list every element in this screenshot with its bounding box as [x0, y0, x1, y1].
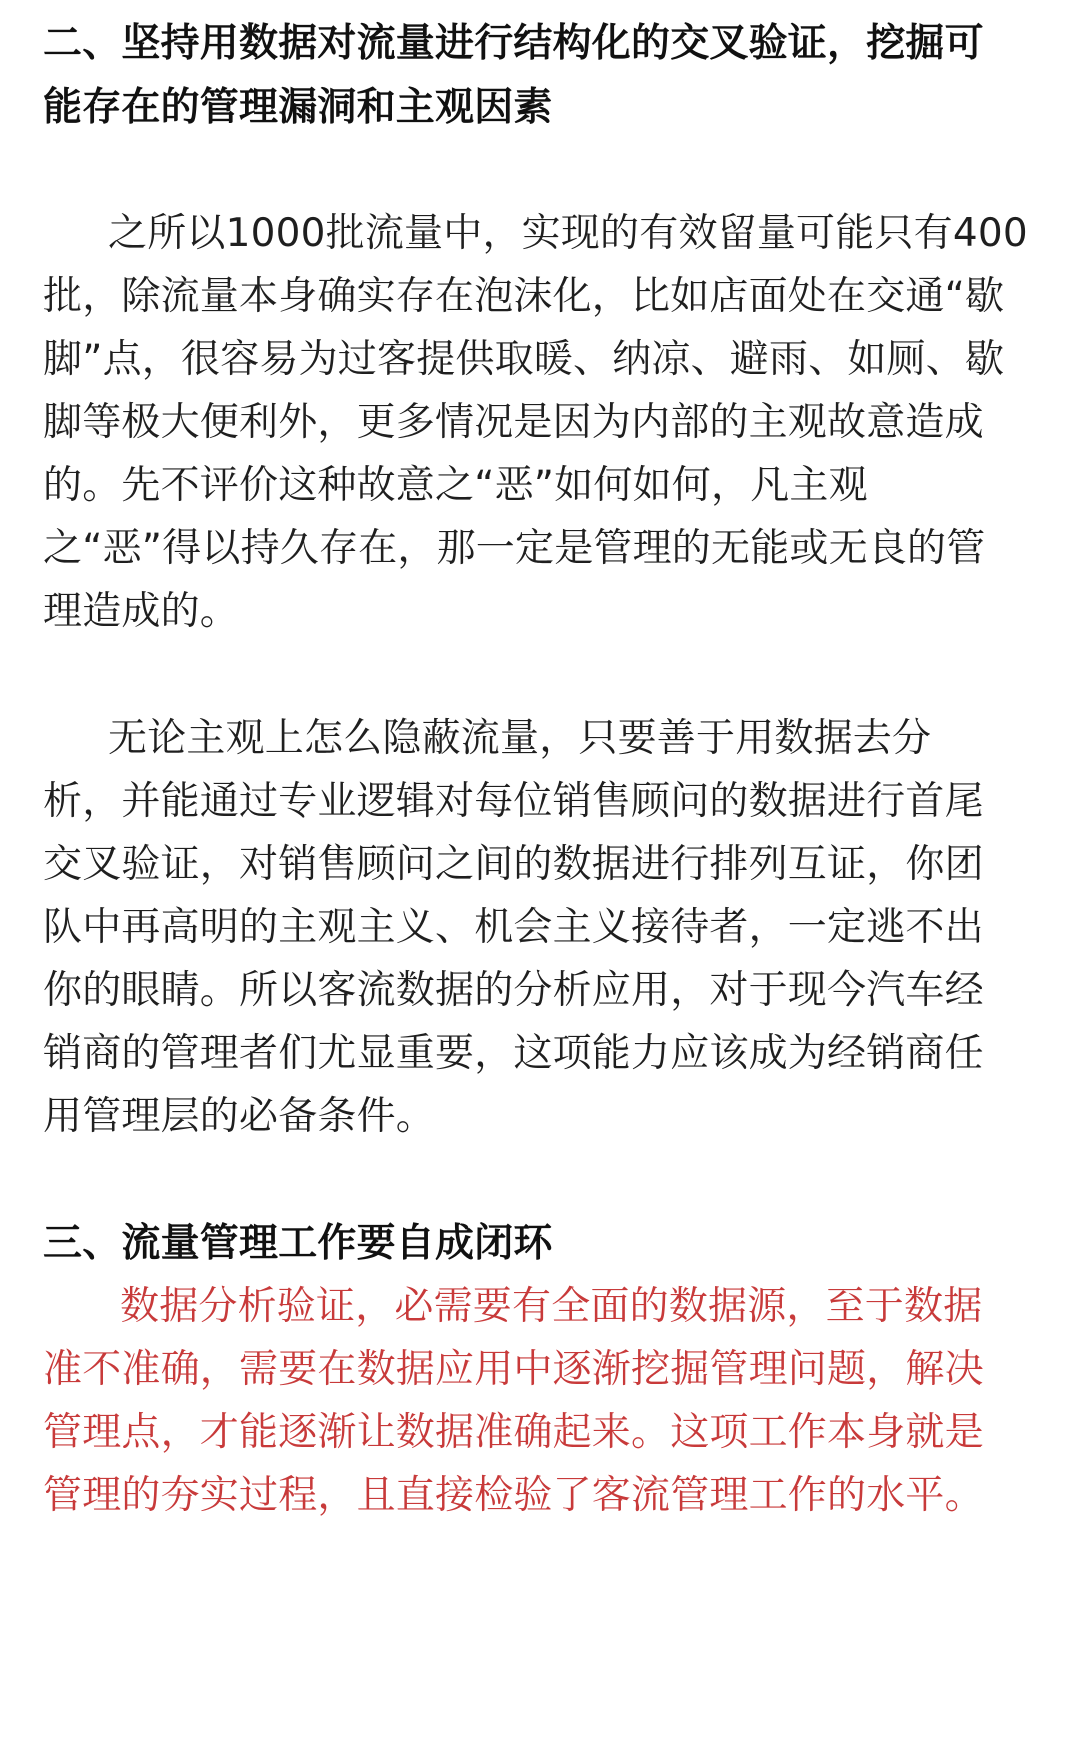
section-2-heading-line-2: 能存在的管理漏洞和主观因素 [43, 85, 553, 130]
section-2-paragraph-1-line-7: 理造成的。 [43, 589, 240, 634]
section-2-paragraph-1-line-3: 脚”点，很容易为过客提供取暖、纳凉、避雨、如厕、歇 [43, 337, 1005, 382]
section-2-paragraph-1-line-6: 之“恶”得以持久存在，那一定是管理的无能或无良的管 [43, 526, 986, 571]
section-2-paragraph-2-line-6: 销商的管理者们尤显重要，这项能力应该成为经销商任 [43, 1031, 984, 1076]
section-2-heading-line-1: 二、坚持用数据对流量进行结构化的交叉验证，挖掘可 [43, 21, 984, 66]
section-3-paragraph-line-1: 数据分析验证，必需要有全面的数据源，至于数据 [120, 1284, 983, 1329]
section-3-paragraph-line-3: 管理点，才能逐渐让数据准确起来。这项工作本身就是 [43, 1410, 984, 1455]
section-2-paragraph-2-line-4: 队中再高明的主观主义、机会主义接待者，一定逃不出 [43, 905, 984, 950]
section-3-paragraph-line-2: 准不准确，需要在数据应用中逐渐挖掘管理问题，解决 [43, 1347, 984, 1392]
section-2-paragraph-2-line-5: 你的眼睛。所以客流数据的分析应用，对于现今汽车经 [43, 968, 984, 1013]
section-2-paragraph-2-line-3: 交叉验证，对销售顾问之间的数据进行排列互证，你团 [43, 842, 984, 887]
section-2-paragraph-1-line-1: 之所以1000批流量中，实现的有效留量可能只有400 [108, 211, 1028, 256]
section-2-paragraph-1-line-5: 的。先不评价这种故意之“恶”如何如何，凡主观 [43, 463, 868, 508]
section-2-paragraph-1-line-4: 脚等极大便利外，更多情况是因为内部的主观故意造成 [43, 400, 984, 445]
section-3-heading: 三、流量管理工作要自成闭环 [43, 1221, 553, 1266]
section-2-paragraph-2-line-2: 析，并能通过专业逻辑对每位销售顾问的数据进行首尾 [43, 779, 984, 824]
section-2-paragraph-1-line-2: 批，除流量本身确实存在泡沫化，比如店面处在交通“歇 [43, 274, 1005, 319]
section-2-paragraph-2-line-1: 无论主观上怎么隐蔽流量，只要善于用数据去分 [108, 716, 932, 761]
section-3-paragraph-line-4: 管理的夯实过程，且直接检验了客流管理工作的水平。 [43, 1473, 984, 1518]
section-2-paragraph-2-line-7: 用管理层的必备条件。 [43, 1094, 436, 1139]
